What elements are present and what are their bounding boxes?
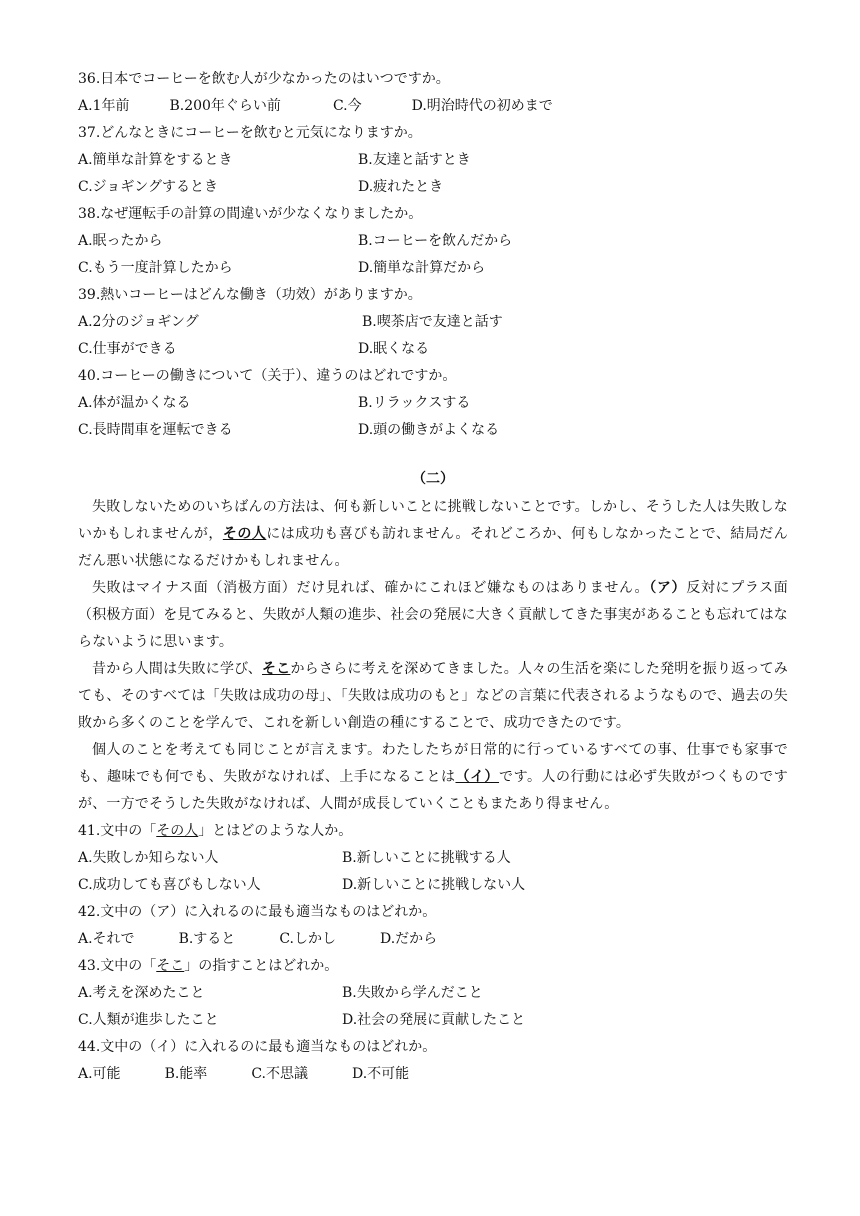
underlined-term: そこ bbox=[262, 661, 291, 677]
option-b: B.喫茶店で友達と話す bbox=[362, 314, 503, 330]
question-36: 36.日本でコーヒーを飲む人が少なかったのはいつですか。 bbox=[78, 71, 450, 87]
option-d: D.頭の働きがよくなる bbox=[358, 422, 500, 438]
option-b: B.能率 bbox=[164, 1066, 208, 1082]
option-a: A.考えを深めたこと bbox=[78, 985, 205, 1001]
option-a: A.1年前 bbox=[78, 98, 130, 114]
option-c: C.仕事ができる bbox=[78, 341, 177, 357]
options-40-cd bbox=[78, 417, 788, 444]
exam-page bbox=[78, 66, 788, 1088]
options-41-cd bbox=[78, 872, 788, 899]
options-40-ab bbox=[78, 390, 788, 417]
option-a: A.簡単な計算をするとき bbox=[78, 152, 233, 168]
question-40: 40.コーヒーの働きについて（关于）、違うのはどれですか。 bbox=[78, 368, 457, 384]
underlined-term: その人 bbox=[222, 526, 267, 542]
option-d: D.疲れたとき bbox=[358, 179, 444, 195]
option-a: A.可能 bbox=[78, 1066, 121, 1082]
option-b: B.すると bbox=[178, 931, 236, 947]
section-title: （二） bbox=[412, 471, 454, 487]
options-38-ab bbox=[78, 228, 788, 255]
option-b: B.新しいことに挑戦する人 bbox=[342, 850, 511, 866]
options-37-ab bbox=[78, 147, 788, 174]
option-c: C.もう一度計算したから bbox=[78, 260, 233, 276]
paragraph-3: 昔から人間は失敗に学び、そこからさらに考えを深めてきました。人々の生活を楽にした発明を振り返ってみても、そのすべては「失敗は成功の母」、「失敗は成功のもと」などの言葉に代表されるようなもので、過去の失敗から多くのことを学んで、これを新しい創造の種にすることで、成功できたのです。 bbox=[78, 661, 788, 731]
option-d: D.簡単な計算だから bbox=[358, 260, 486, 276]
option-a: A.2分のジョギング bbox=[78, 314, 199, 330]
option-a: A.失敗しか知らない人 bbox=[78, 850, 219, 866]
blank-marker-a: （ア） bbox=[649, 580, 687, 596]
question-37: 37.どんなときにコーヒーを飲むと元気になりますか。 bbox=[78, 125, 422, 141]
option-b: B.失敗から学んだこと bbox=[342, 985, 483, 1001]
question-44: 44.文中の（イ）に入れるのに最も適当なものはどれか。 bbox=[78, 1039, 437, 1055]
paragraph-2: 失敗はマイナス面（消极方面）だけ見れば、確かにこれほど嫌なものはありません。（ア）反対にプラス面（积极方面）を見てみると、失敗が人類の進歩、社会の発展に大きく貢献してきた事実があることも忘れてはならないように思います。 bbox=[78, 580, 788, 650]
option-d: D.眠くなる bbox=[358, 341, 430, 357]
options-43-cd bbox=[78, 1007, 788, 1034]
option-d: D.明治時代の初めまで bbox=[411, 98, 553, 114]
option-a: A.眠ったから bbox=[78, 233, 163, 249]
option-a: A.それで bbox=[78, 931, 135, 947]
question-38: 38.なぜ運転手の計算の間違いが少なくなりましたか。 bbox=[78, 206, 423, 222]
paragraph-1: 失敗しないためのいちばんの方法は、何も新しいことに挑戦しないことです。しかし、そうした人は失敗しないかもしれませんが，その人には成功も喜びも訪れません。それどころか、何もしなかったことで、結局だんだん悪い状態になるだけかもしれません。 bbox=[78, 499, 788, 569]
option-d: D.だから bbox=[379, 931, 438, 947]
options-39-cd bbox=[78, 336, 788, 363]
option-d: D.新しいことに挑戦しない人 bbox=[342, 877, 526, 893]
option-a: A.体が温かくなる bbox=[78, 395, 191, 411]
option-b: B.コーヒーを飲んだから bbox=[358, 233, 513, 249]
option-c: C.不思議 bbox=[251, 1066, 308, 1082]
option-d: D.社会の発展に貢献したこと bbox=[342, 1012, 526, 1028]
option-c: C.成功しても喜びもしない人 bbox=[78, 877, 261, 893]
option-c: C.しかし bbox=[279, 931, 336, 947]
options-42 bbox=[78, 926, 788, 953]
paragraph-4: 個人のことを考えても同じことが言えます。わたしたちが日常的に行っているすべての事、仕事でも家事でも、趣味でも何でも、失敗がなければ、上手になることは（イ）です。人の行動には必ず失敗がつくものですが、一方でそうした失敗がなければ、人間が成長していくこともまたあり得ません。 bbox=[78, 742, 788, 812]
question-41: 41.文中の「その人」とはどのような人か。 bbox=[78, 823, 353, 839]
blank-marker-i: （イ） bbox=[455, 769, 500, 785]
options-41-ab bbox=[78, 845, 788, 872]
option-c: C.今 bbox=[332, 98, 362, 114]
options-38-cd bbox=[78, 255, 788, 282]
option-b: B.友達と話すとき bbox=[358, 152, 471, 168]
underlined-term: その人 bbox=[156, 823, 199, 839]
question-39: 39.熱いコーヒーはどんな働き（功效）がありますか。 bbox=[78, 287, 422, 303]
option-c: C.長時間車を運転できる bbox=[78, 422, 233, 438]
options-44 bbox=[78, 1061, 788, 1088]
options-36 bbox=[78, 93, 788, 120]
option-d: D.不可能 bbox=[351, 1066, 410, 1082]
underlined-term: そこ bbox=[156, 958, 185, 974]
option-c: C.人類が進歩したこと bbox=[78, 1012, 219, 1028]
options-43-ab bbox=[78, 980, 788, 1007]
option-c: C.ジョギングするとき bbox=[78, 179, 218, 195]
option-b: B.リラックスする bbox=[358, 395, 471, 411]
question-42: 42.文中の（ア）に入れるのに最も適当なものはどれか。 bbox=[78, 904, 437, 920]
option-b: B.200年ぐらい前 bbox=[169, 98, 281, 114]
question-43: 43.文中の「そこ」の指すことはどれか。 bbox=[78, 958, 339, 974]
options-37-cd bbox=[78, 174, 788, 201]
options-39-ab bbox=[78, 309, 788, 336]
